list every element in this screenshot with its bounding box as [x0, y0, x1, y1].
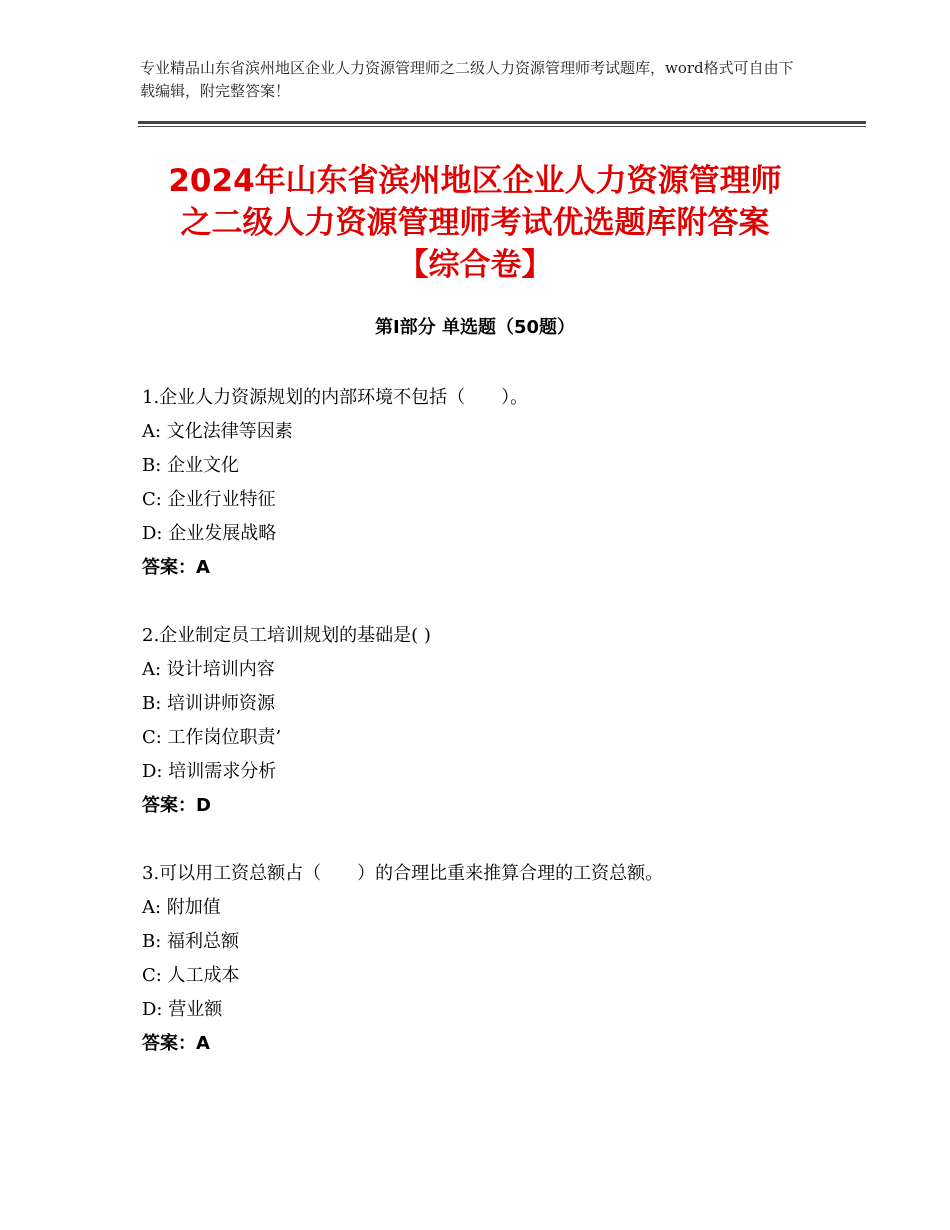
option-a: A: 附加值: [142, 897, 221, 918]
option-b: B: 福利总额: [142, 931, 240, 952]
question-1: [142, 381, 842, 585]
document-title: [120, 160, 830, 286]
answer: 答案：A: [142, 1033, 210, 1054]
question-3: [142, 857, 842, 1061]
option-c: C: 企业行业特征: [142, 489, 276, 510]
question-list: [142, 381, 842, 1095]
option-d: D: 培训需求分析: [142, 761, 277, 782]
answer: 答案：D: [142, 795, 211, 816]
header-divider: [138, 121, 866, 127]
document-title-line-3: 【综合卷】: [397, 247, 553, 283]
question-stem: 3.可以用工资总额占（ ）的合理比重来推算合理的工资总额。: [142, 863, 664, 884]
document-title-line-1: 2024年山东省滨州地区企业人力资源管理师: [168, 163, 782, 199]
option-b: B: 培训讲师资源: [142, 693, 276, 714]
option-d: D: 企业发展战略: [142, 523, 277, 544]
option-c: C: 人工成本: [142, 965, 240, 986]
section-title: 第Ⅰ部分 单选题（50题）: [374, 317, 575, 338]
question-2: [142, 619, 842, 823]
option-d: D: 营业额: [142, 999, 223, 1020]
option-a: A: 设计培训内容: [142, 659, 275, 680]
document-title-line-2: 之二级人力资源管理师考试优选题库附答案: [180, 205, 770, 241]
option-c: C: 工作岗位职责’: [142, 727, 282, 748]
question-stem: 1.企业人力资源规划的内部环境不包括（ ）。: [142, 387, 529, 408]
question-stem: 2.企业制定员工培训规划的基础是( ): [142, 625, 431, 646]
header-divider-thin: [138, 126, 866, 127]
option-a: A: 文化法律等因素: [142, 421, 293, 442]
header-note: 专业精品山东省滨州地区企业人力资源管理师之二级人力资源管理师考试题库，word格式可自由下载编辑，附完整答案！: [140, 59, 794, 100]
answer: 答案：A: [142, 557, 210, 578]
option-b: B: 企业文化: [142, 455, 240, 476]
